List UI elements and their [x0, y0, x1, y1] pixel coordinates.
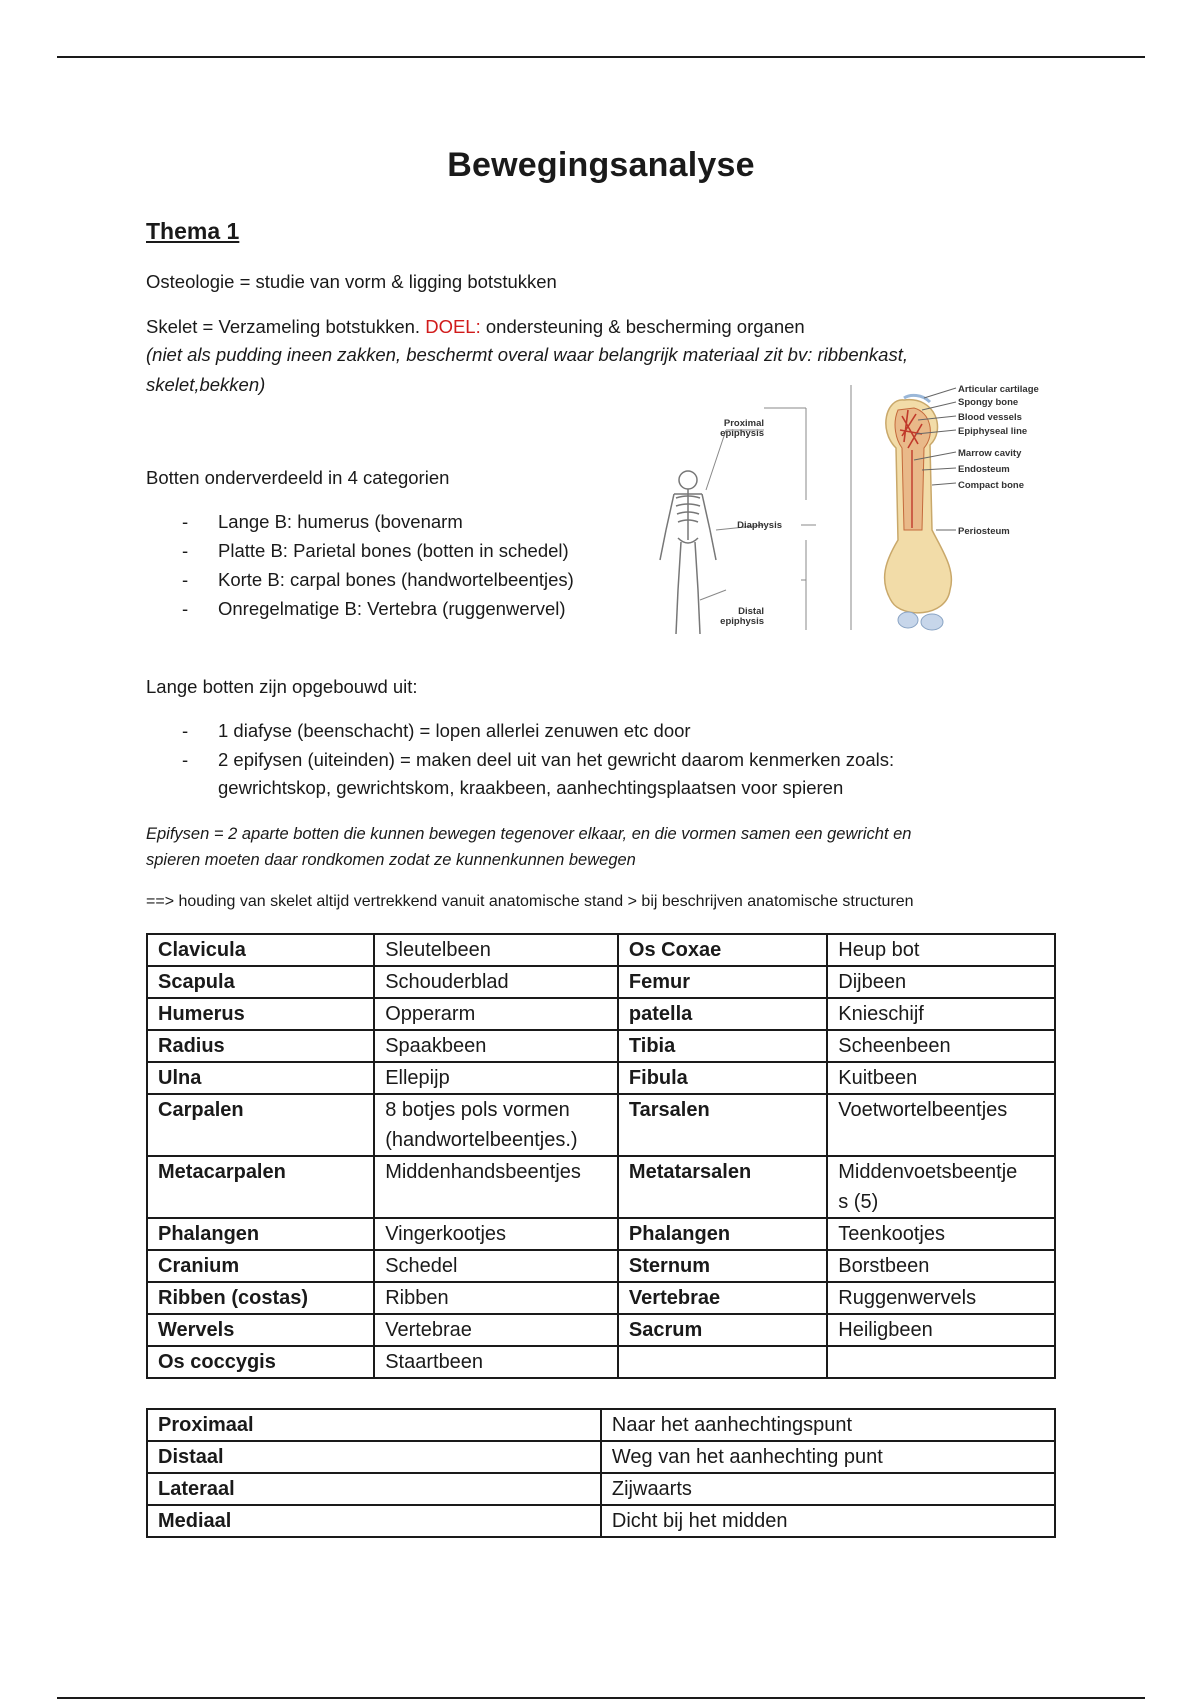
epifysen-note-line-1: Epifysen = 2 aparte botten die kunnen bewegen tegenover elkaar, en die vormen samen een gewricht en: [146, 825, 912, 843]
label-epiphyseal-line: Epiphyseal line: [958, 426, 1028, 437]
table-cell: Os coccygis: [147, 1346, 374, 1378]
table-cell: 8 botjes pols vormen (handwortelbeentjes.): [374, 1094, 618, 1156]
label-proximal: Proximal: [723, 418, 764, 429]
table-cell: Humerus: [147, 998, 374, 1030]
table-cell: Knieschijf: [827, 998, 1055, 1030]
table-cell: Dijbeen: [827, 966, 1055, 998]
table-row: [147, 1156, 1055, 1218]
table-cell: Zijwaarts: [601, 1473, 1055, 1505]
section-heading: Thema 1: [146, 218, 240, 244]
table-row: [147, 1218, 1055, 1250]
table-cell: [618, 1346, 827, 1378]
table-row: [147, 1441, 1055, 1473]
table-cell: Fibula: [618, 1062, 827, 1094]
header-rule: [57, 56, 1145, 58]
table-cell: Ulna: [147, 1062, 374, 1094]
table-cell: Phalangen: [618, 1218, 827, 1250]
list-item: - 1 diafyse (beenschacht) = lopen allerlei zenuwen etc door: [146, 716, 894, 745]
table-cell: Middenvoetsbeentje s (5): [827, 1156, 1055, 1218]
label-epiphysis-proximal: epiphysis: [720, 428, 764, 439]
table-cell: Borstbeen: [827, 1250, 1055, 1282]
table-cell: Ellepijp: [374, 1062, 618, 1094]
table-cell: Tibia: [618, 1030, 827, 1062]
table-cell: Sacrum: [618, 1314, 827, 1346]
table-cell: Os Coxae: [618, 934, 827, 966]
bone-shape: [885, 395, 952, 630]
table-cell: Scheenbeen: [827, 1030, 1055, 1062]
skelet-suffix: ondersteuning & bescherming organen: [480, 316, 805, 337]
table-cell: Spaakbeen: [374, 1030, 618, 1062]
table-cell: [827, 1346, 1055, 1378]
table-row: [147, 1062, 1055, 1094]
long-bone-diagram: [646, 384, 1046, 640]
epifysen-note-line-2: spieren moeten daar rondkomen zodat ze kunnenkunnen bewegen: [146, 851, 636, 869]
table-row: [147, 1346, 1055, 1378]
label-spongy-bone: Spongy bone: [958, 397, 1019, 408]
table-row: [147, 1250, 1055, 1282]
label-blood-vessels: Blood vessels: [958, 412, 1022, 423]
label-articular-cartilage: Articular cartilage: [958, 384, 1039, 395]
table-cell: Vertebrae: [618, 1282, 827, 1314]
table-cell: Carpalen: [147, 1094, 374, 1156]
table-cell: Middenhandsbeentjes: [374, 1156, 618, 1218]
label-endosteum: Endosteum: [958, 464, 1010, 475]
osteologie-definition: Osteologie = studie van vorm & ligging botstukken: [146, 271, 557, 292]
list-item: - 2 epifysen (uiteinden) = maken deel uit van het gewricht daarom kenmerken zoals:: [146, 745, 894, 774]
doel-label: DOEL:: [425, 316, 481, 337]
page-title: Bewegingsanalyse: [447, 146, 755, 184]
table-row: [147, 934, 1055, 966]
houding-note: ==> houding van skelet altijd vertrekkend vanuit anatomische stand > bij beschrijven anatomische structuren: [146, 893, 914, 910]
table-cell: Heup bot: [827, 934, 1055, 966]
table-cell: Schedel: [374, 1250, 618, 1282]
list-item: - Onregelmatige B: Vertebra (ruggenwervel): [146, 594, 574, 623]
table-row: [147, 1505, 1055, 1537]
table-cell: Ruggenwervels: [827, 1282, 1055, 1314]
footer-rule: [57, 1697, 1145, 1699]
table-cell: Proximaal: [147, 1409, 601, 1441]
list-item: - Lange B: humerus (bovenarm: [146, 507, 574, 536]
table-cell: Dicht bij het midden: [601, 1505, 1055, 1537]
table-row: [147, 1094, 1055, 1156]
label-distal: Distal: [738, 606, 764, 617]
label-compact-bone: Compact bone: [958, 480, 1024, 491]
skelet-note-line-1: (niet als pudding ineen zakken, beschermt overal waar belangrijk materiaal zit bv: ribbenkast,: [146, 344, 908, 365]
long-bones-intro: Lange botten zijn opgebouwd uit:: [146, 676, 418, 697]
table-cell: Weg van het aanhechting punt: [601, 1441, 1055, 1473]
table-row: [147, 1409, 1055, 1441]
label-diaphysis: Diaphysis: [737, 520, 782, 531]
table-row: [147, 1314, 1055, 1346]
table-row: [147, 1030, 1055, 1062]
table-cell: Sleutelbeen: [374, 934, 618, 966]
table-row: [147, 1282, 1055, 1314]
table-cell: Staartbeen: [374, 1346, 618, 1378]
table-cell: Radius: [147, 1030, 374, 1062]
table-cell: Scapula: [147, 966, 374, 998]
long-bone-svg: [646, 384, 1046, 640]
table-cell: Opperarm: [374, 998, 618, 1030]
direction-table: [146, 1408, 1056, 1538]
table-cell: Lateraal: [147, 1473, 601, 1505]
table-cell: Cranium: [147, 1250, 374, 1282]
table-cell: Voetwortelbeentjes: [827, 1094, 1055, 1156]
table-cell: Wervels: [147, 1314, 374, 1346]
table-cell: Schouderblad: [374, 966, 618, 998]
table-cell: Sternum: [618, 1250, 827, 1282]
table-row: [147, 998, 1055, 1030]
bones-table-body: [147, 934, 1055, 1378]
table-cell: Phalangen: [147, 1218, 374, 1250]
table-cell: Metacarpalen: [147, 1156, 374, 1218]
skelet-note-line-2: skelet,bekken): [146, 374, 266, 395]
label-periosteum: Periosteum: [958, 526, 1010, 537]
list-item: - Korte B: carpal bones (handwortelbeentjes): [146, 565, 574, 594]
table-cell: Heiligbeen: [827, 1314, 1055, 1346]
long-bones-list: [146, 716, 894, 774]
table-row: [147, 966, 1055, 998]
list-item: - Platte B: Parietal bones (botten in schedel): [146, 536, 574, 565]
categories-intro: Botten onderverdeeld in 4 categorien: [146, 467, 450, 488]
table-cell: Femur: [618, 966, 827, 998]
table-cell: Distaal: [147, 1441, 601, 1473]
table-cell: Ribben (costas): [147, 1282, 374, 1314]
label-epiphysis-distal: epiphysis: [720, 616, 764, 627]
bones-table: [146, 933, 1056, 1379]
table-cell: Vingerkootjes: [374, 1218, 618, 1250]
table-cell: Vertebrae: [374, 1314, 618, 1346]
table-cell: Ribben: [374, 1282, 618, 1314]
table-cell: Tarsalen: [618, 1094, 827, 1156]
long-bones-continuation: gewrichtskop, gewrichtskom, kraakbeen, aanhechtingsplaatsen voor spieren: [218, 777, 844, 798]
table-cell: Teenkootjes: [827, 1218, 1055, 1250]
skelet-prefix: Skelet = Verzameling botstukken.: [146, 316, 426, 337]
categories-list: [146, 507, 574, 623]
table-cell: Naar het aanhechtingspunt: [601, 1409, 1055, 1441]
label-marrow-cavity: Marrow cavity: [958, 448, 1022, 459]
table-row: [147, 1473, 1055, 1505]
direction-table-body: [147, 1409, 1055, 1537]
skelet-definition: [146, 313, 805, 341]
skeleton-figure-icon: [660, 471, 716, 634]
table-cell: patella: [618, 998, 827, 1030]
table-cell: Clavicula: [147, 934, 374, 966]
table-cell: Metatarsalen: [618, 1156, 827, 1218]
table-cell: Kuitbeen: [827, 1062, 1055, 1094]
table-cell: Mediaal: [147, 1505, 601, 1537]
